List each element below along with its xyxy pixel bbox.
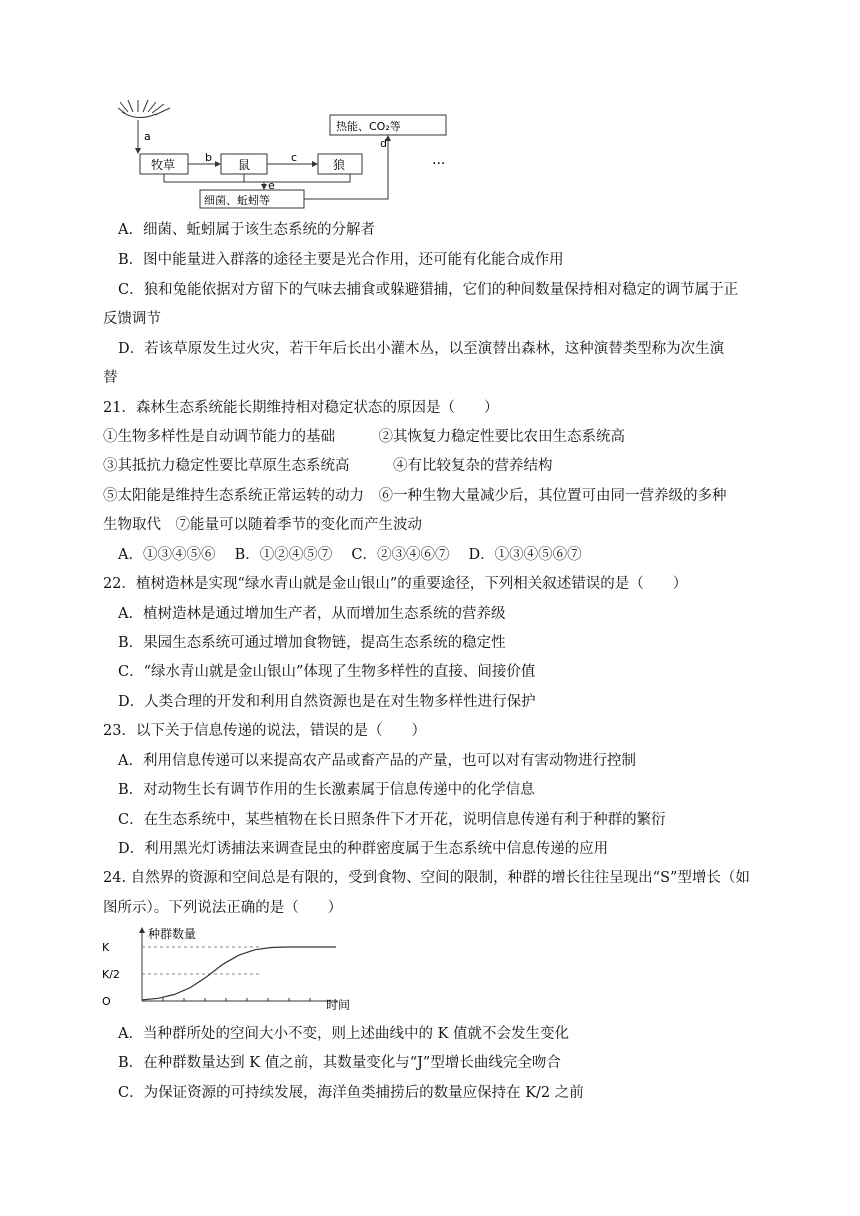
q24-option-c: C．为保证资源的可持续发展，海洋鱼类捕捞后的数量应保持在 K/2 之前 — [118, 1085, 584, 1101]
label-wolf: 狼 — [333, 158, 346, 172]
q20-option-c: C．狼和兔能依据对方留下的气味去捕食或躲避猎捕，它们的种间数量保持相对稳定的调节属于正 — [118, 282, 739, 298]
sun-icon — [118, 100, 170, 118]
q22-stem: 22．植树造林是实现“绿水青山就是金山银山”的重要途径，下列相关叙述错误的是（ ） — [103, 576, 688, 592]
s-curve-chart — [100, 925, 400, 1010]
label-decomposers: 细菌、蚯蚓等 — [204, 194, 270, 207]
q23-option-d: D．利用黑光灯诱捕法来调查昆虫的种群密度属于生态系统中信息传递的应用 — [118, 841, 609, 857]
q22-option-c: C．“绿水青山就是金山银山”体现了生物多样性的直接、间接价值 — [118, 664, 536, 680]
q24-stem-line1: 24. 自然界的资源和空间总是有限的，受到食物、空间的限制，种群的增长往往呈现出“S”型增长（如 — [103, 870, 750, 886]
q20-option-d-cont: 替 — [103, 370, 118, 386]
q23-option-a: A．利用信息传递可以来提高农产品或畜产品的产量，也可以对有害动物进行控制 — [118, 753, 636, 769]
label-heat: 热能、CO₂等 — [336, 120, 401, 133]
arrow-label-c: c — [291, 151, 298, 164]
arrow-label-b: b — [205, 151, 212, 164]
q22-option-b: B．果园生态系统可通过增加食物链，提高生态系统的稳定性 — [118, 635, 506, 651]
food-web-diagram — [118, 100, 458, 210]
q20-option-d: D．若该草原发生过火灾，若干年后长出小灌木丛，以至演替出森林，这种演替类型称为次生演 — [118, 341, 725, 357]
label-ellipsis: ··· — [432, 156, 446, 172]
q21-stem: 21．森林生态系统能长期维持相对稳定状态的原因是（ ） — [103, 400, 499, 416]
q24-option-a: A．当种群所处的空间大小不变，则上述曲线中的 K 值就不会发生变化 — [118, 1026, 570, 1042]
y-tick-label: O — [102, 995, 111, 1008]
arrow-label-e: e — [268, 179, 275, 192]
label-mouse: 鼠 — [238, 158, 251, 172]
label-grass: 牧草 — [151, 158, 176, 172]
y-tick-label: K — [102, 941, 110, 954]
q21-item-line1: ①生物多样性是自动调节能力的基础 ②其恢复力稳定性要比农田生态系统高 — [103, 429, 625, 445]
q20-option-c-cont: 反馈调节 — [103, 311, 161, 327]
q22-option-a: A．植树造林是通过增加生产者，从而增加生态系统的营养级 — [118, 606, 506, 622]
q21-item-line3: ⑤太阳能是维持生态系统正常运转的动力 ⑥一种生物大量减少后，其位置可由同一营养级的多种 — [103, 488, 727, 504]
q20-option-b: B．图中能量进入群落的途径主要是光合作用，还可能有化能合成作用 — [118, 252, 564, 268]
q23-option-b: B．对动物生长有调节作用的生长激素属于信息传递中的化学信息 — [118, 782, 535, 798]
q23-option-c: C．在生态系统中，某些植物在长日照条件下才开花，说明信息传递有利于种群的繁衍 — [118, 812, 666, 828]
q20-option-a: A．细菌、蚯蚓属于该生态系统的分解者 — [118, 222, 375, 238]
arrow-label-a: a — [144, 130, 151, 143]
q24-option-b: B．在种群数量达到 K 值之前，其数量变化与“J”型增长曲线完全吻合 — [118, 1055, 561, 1071]
y-tick-label: K/2 — [102, 968, 120, 981]
q21-item-line4: 生物取代 ⑦能量可以随着季节的变化而产生波动 — [103, 517, 422, 533]
x-axis-label: 时间 — [326, 998, 351, 1010]
q22-option-d: D．人类合理的开发和利用自然资源也是在对生物多样性进行保护 — [118, 694, 536, 710]
y-axis-label: 种群数量 — [148, 927, 197, 941]
q23-stem: 23．以下关于信息传递的说法，错误的是（ ） — [103, 723, 426, 739]
q24-stem-line2: 图所示）。下列说法正确的是（ ） — [103, 900, 343, 916]
s-growth-curve — [142, 947, 336, 1000]
arrow-label-d: d — [380, 137, 387, 150]
q21-item-line2: ③其抵抗力稳定性要比草原生态系统高 ④有比较复杂的营养结构 — [103, 458, 553, 474]
q21-choices: A．①③④⑤⑥ B．①②④⑤⑦ C．②③④⑥⑦ D．①③④⑤⑥⑦ — [118, 547, 582, 563]
